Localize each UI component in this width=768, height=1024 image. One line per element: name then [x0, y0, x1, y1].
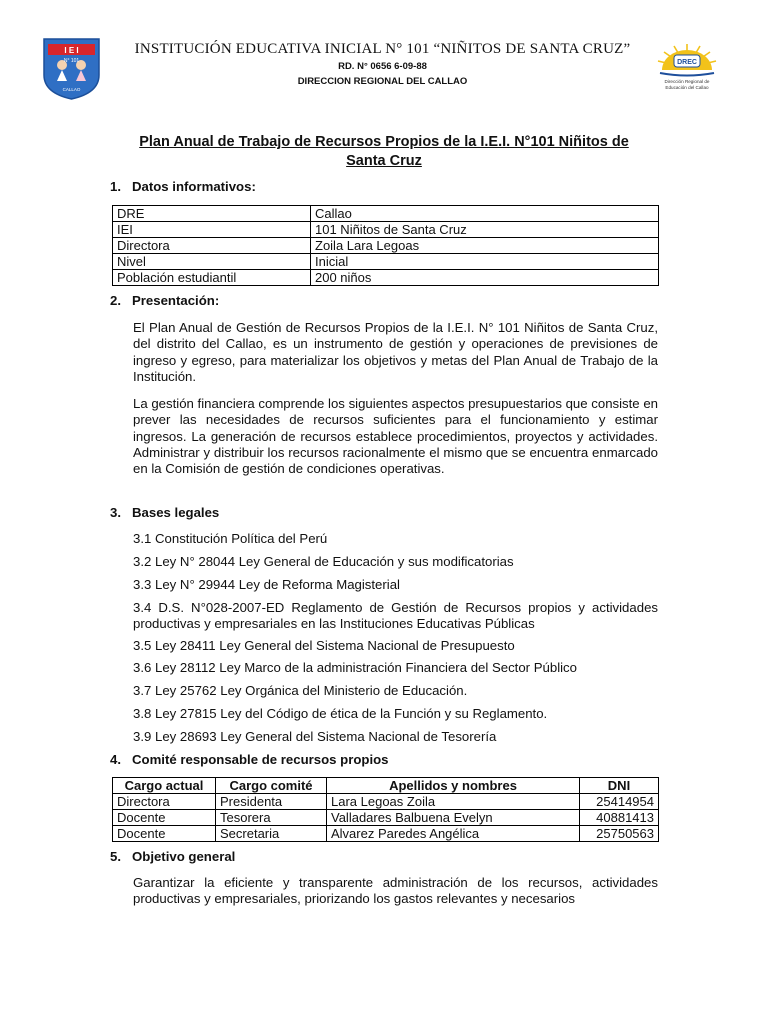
table-header-cell: DNI — [580, 778, 659, 794]
logo-place: CALLAO — [62, 87, 81, 92]
section-2-heading — [110, 293, 219, 308]
table-row — [113, 254, 659, 270]
section-title: Objetivo general — [132, 849, 236, 864]
section-title: Presentación: — [132, 293, 220, 308]
drec-caption-line2: Educación del Callao — [665, 85, 709, 90]
logo-number: N° 101 — [63, 58, 80, 64]
objective-paragraph: Garantizar la eficiente y transparente administración de los recursos, actividades productivas y empresariales, priorizando los gastos relevantes y necesarios — [133, 875, 658, 907]
table-cell: Directora — [113, 794, 216, 810]
table-cell: 200 niños — [311, 270, 659, 286]
table-cell: Zoila Lara Legoas — [311, 238, 659, 254]
table-cell: Valladares Balbuena Evelyn — [327, 810, 580, 826]
table-cell: Presidenta — [216, 794, 327, 810]
section-4-heading — [110, 752, 389, 767]
document-title-line1: Plan Anual de Trabajo de Recursos Propios de la I.E.I. N°101 Niñitos de — [139, 134, 629, 150]
legal-base-item: 3.9 Ley 28693 Ley General del Sistema Nacional de Tesorería — [133, 729, 497, 744]
table-header-cell: Cargo actual — [113, 778, 216, 794]
table-cell: IEI — [113, 222, 311, 238]
drec-logo — [652, 42, 722, 92]
table-cell: Alvarez Paredes Angélica — [327, 826, 580, 842]
section-title: Bases legales — [132, 505, 220, 520]
table-cell: Docente — [113, 826, 216, 842]
table-cell: Lara Legoas Zoila — [327, 794, 580, 810]
table-header-cell: Cargo comité — [216, 778, 327, 794]
page-header — [0, 0, 768, 110]
table-cell: Inicial — [311, 254, 659, 270]
table-row — [113, 810, 659, 826]
legal-base-item: 3.5 Ley 28411 Ley General del Sistema Nacional de Presupuesto — [133, 638, 515, 653]
logo-band-text: I E I — [64, 46, 79, 55]
regional-direction: DIRECCION REGIONAL DEL CALLAO — [297, 76, 468, 87]
table-cell: 101 Niñitos de Santa Cruz — [311, 222, 659, 238]
legal-base-item: 3.2 Ley N° 28044 Ley General de Educación y sus modificatorias — [133, 554, 514, 569]
legal-base-item: 3.7 Ley 25762 Ley Orgánica del Ministerio de Educación. — [133, 683, 468, 698]
section-title: Comité responsable de recursos propios — [132, 752, 389, 767]
table-cell: Población estudiantil — [113, 270, 311, 286]
drec-badge-text: DREC — [677, 59, 697, 66]
section-number: 3. — [110, 505, 121, 520]
legal-base-item: 3.6 Ley 28112 Ley Marco de la administración Financiera del Sector Público — [133, 660, 577, 675]
legal-base-item: 3.1 Constitución Política del Perú — [133, 531, 328, 546]
presentation-paragraph-1: El Plan Anual de Gestión de Recursos Propios de la I.E.I. N° 101 Niñitos de Santa Cruz, del distrito del Callao, es un instrumento de gestión y operaciones de previsiones de ingreso y egreso, para materializar los objetivos y metas del Plan Anual de Trabajo de la Institución. — [133, 320, 658, 384]
committee-table — [112, 777, 659, 842]
table-row — [113, 238, 659, 254]
legal-base-item: 3.8 Ley 27815 Ley del Código de ética de la Función y su Reglamento. — [133, 706, 548, 721]
table-row — [113, 794, 659, 810]
table-cell: Nivel — [113, 254, 311, 270]
legal-base-item: 3.4 D.S. N°028-2007-ED Reglamento de Gestión de Recursos propios y actividades productivas y empresariales en las Instituciones Educativas Públicas — [133, 600, 658, 631]
table-cell: DRE — [113, 206, 311, 222]
table-cell: Secretaria — [216, 826, 327, 842]
section-3-heading — [110, 505, 219, 520]
table-cell: Callao — [311, 206, 659, 222]
table-cell: 25414954 — [580, 794, 659, 810]
legal-base-item: 3.3 Ley N° 29944 Ley de Reforma Magisterial — [133, 577, 400, 592]
section-number: 5. — [110, 849, 121, 864]
table-row — [113, 222, 659, 238]
section-title: Datos informativos: — [132, 179, 256, 194]
school-logo — [40, 37, 103, 101]
document-title-line2: Santa Cruz — [346, 153, 422, 169]
drec-caption-line1: Dirección Regional de — [664, 79, 710, 84]
resolution-number: RD. N° 0656 6-09-88 — [338, 61, 427, 72]
table-cell: Directora — [113, 238, 311, 254]
table-header-cell: Apellidos y nombres — [327, 778, 580, 794]
presentation-paragraph-2: La gestión financiera comprende los siguientes aspectos presupuestarios que consiste en prever las necesidades de recursos suficientes para el funcionamiento y estimar ingresos. La generación de recursos establece procedimientos, proyectos y actividades. Administrar y distribuir los recursos racionalmente el mismo que se encuentra enmarcado en la Comisión de gestión de condiciones operativas. — [133, 396, 658, 477]
section-number: 4. — [110, 752, 121, 767]
info-table — [112, 205, 659, 286]
institution-name: INSTITUCIÓN EDUCATIVA INICIAL N° 101 “NIÑITOS DE SANTA CRUZ” — [134, 41, 631, 57]
table-cell: 25750563 — [580, 826, 659, 842]
table-cell: Tesorera — [216, 810, 327, 826]
table-header-row — [113, 778, 659, 794]
section-5-heading — [110, 849, 235, 864]
table-cell: Docente — [113, 810, 216, 826]
section-number: 2. — [110, 293, 121, 308]
table-row — [113, 206, 659, 222]
section-number: 1. — [110, 179, 121, 194]
document-title — [110, 133, 658, 171]
table-row — [113, 826, 659, 842]
section-1-heading — [110, 179, 256, 194]
table-cell: 40881413 — [580, 810, 659, 826]
table-row — [113, 270, 659, 286]
